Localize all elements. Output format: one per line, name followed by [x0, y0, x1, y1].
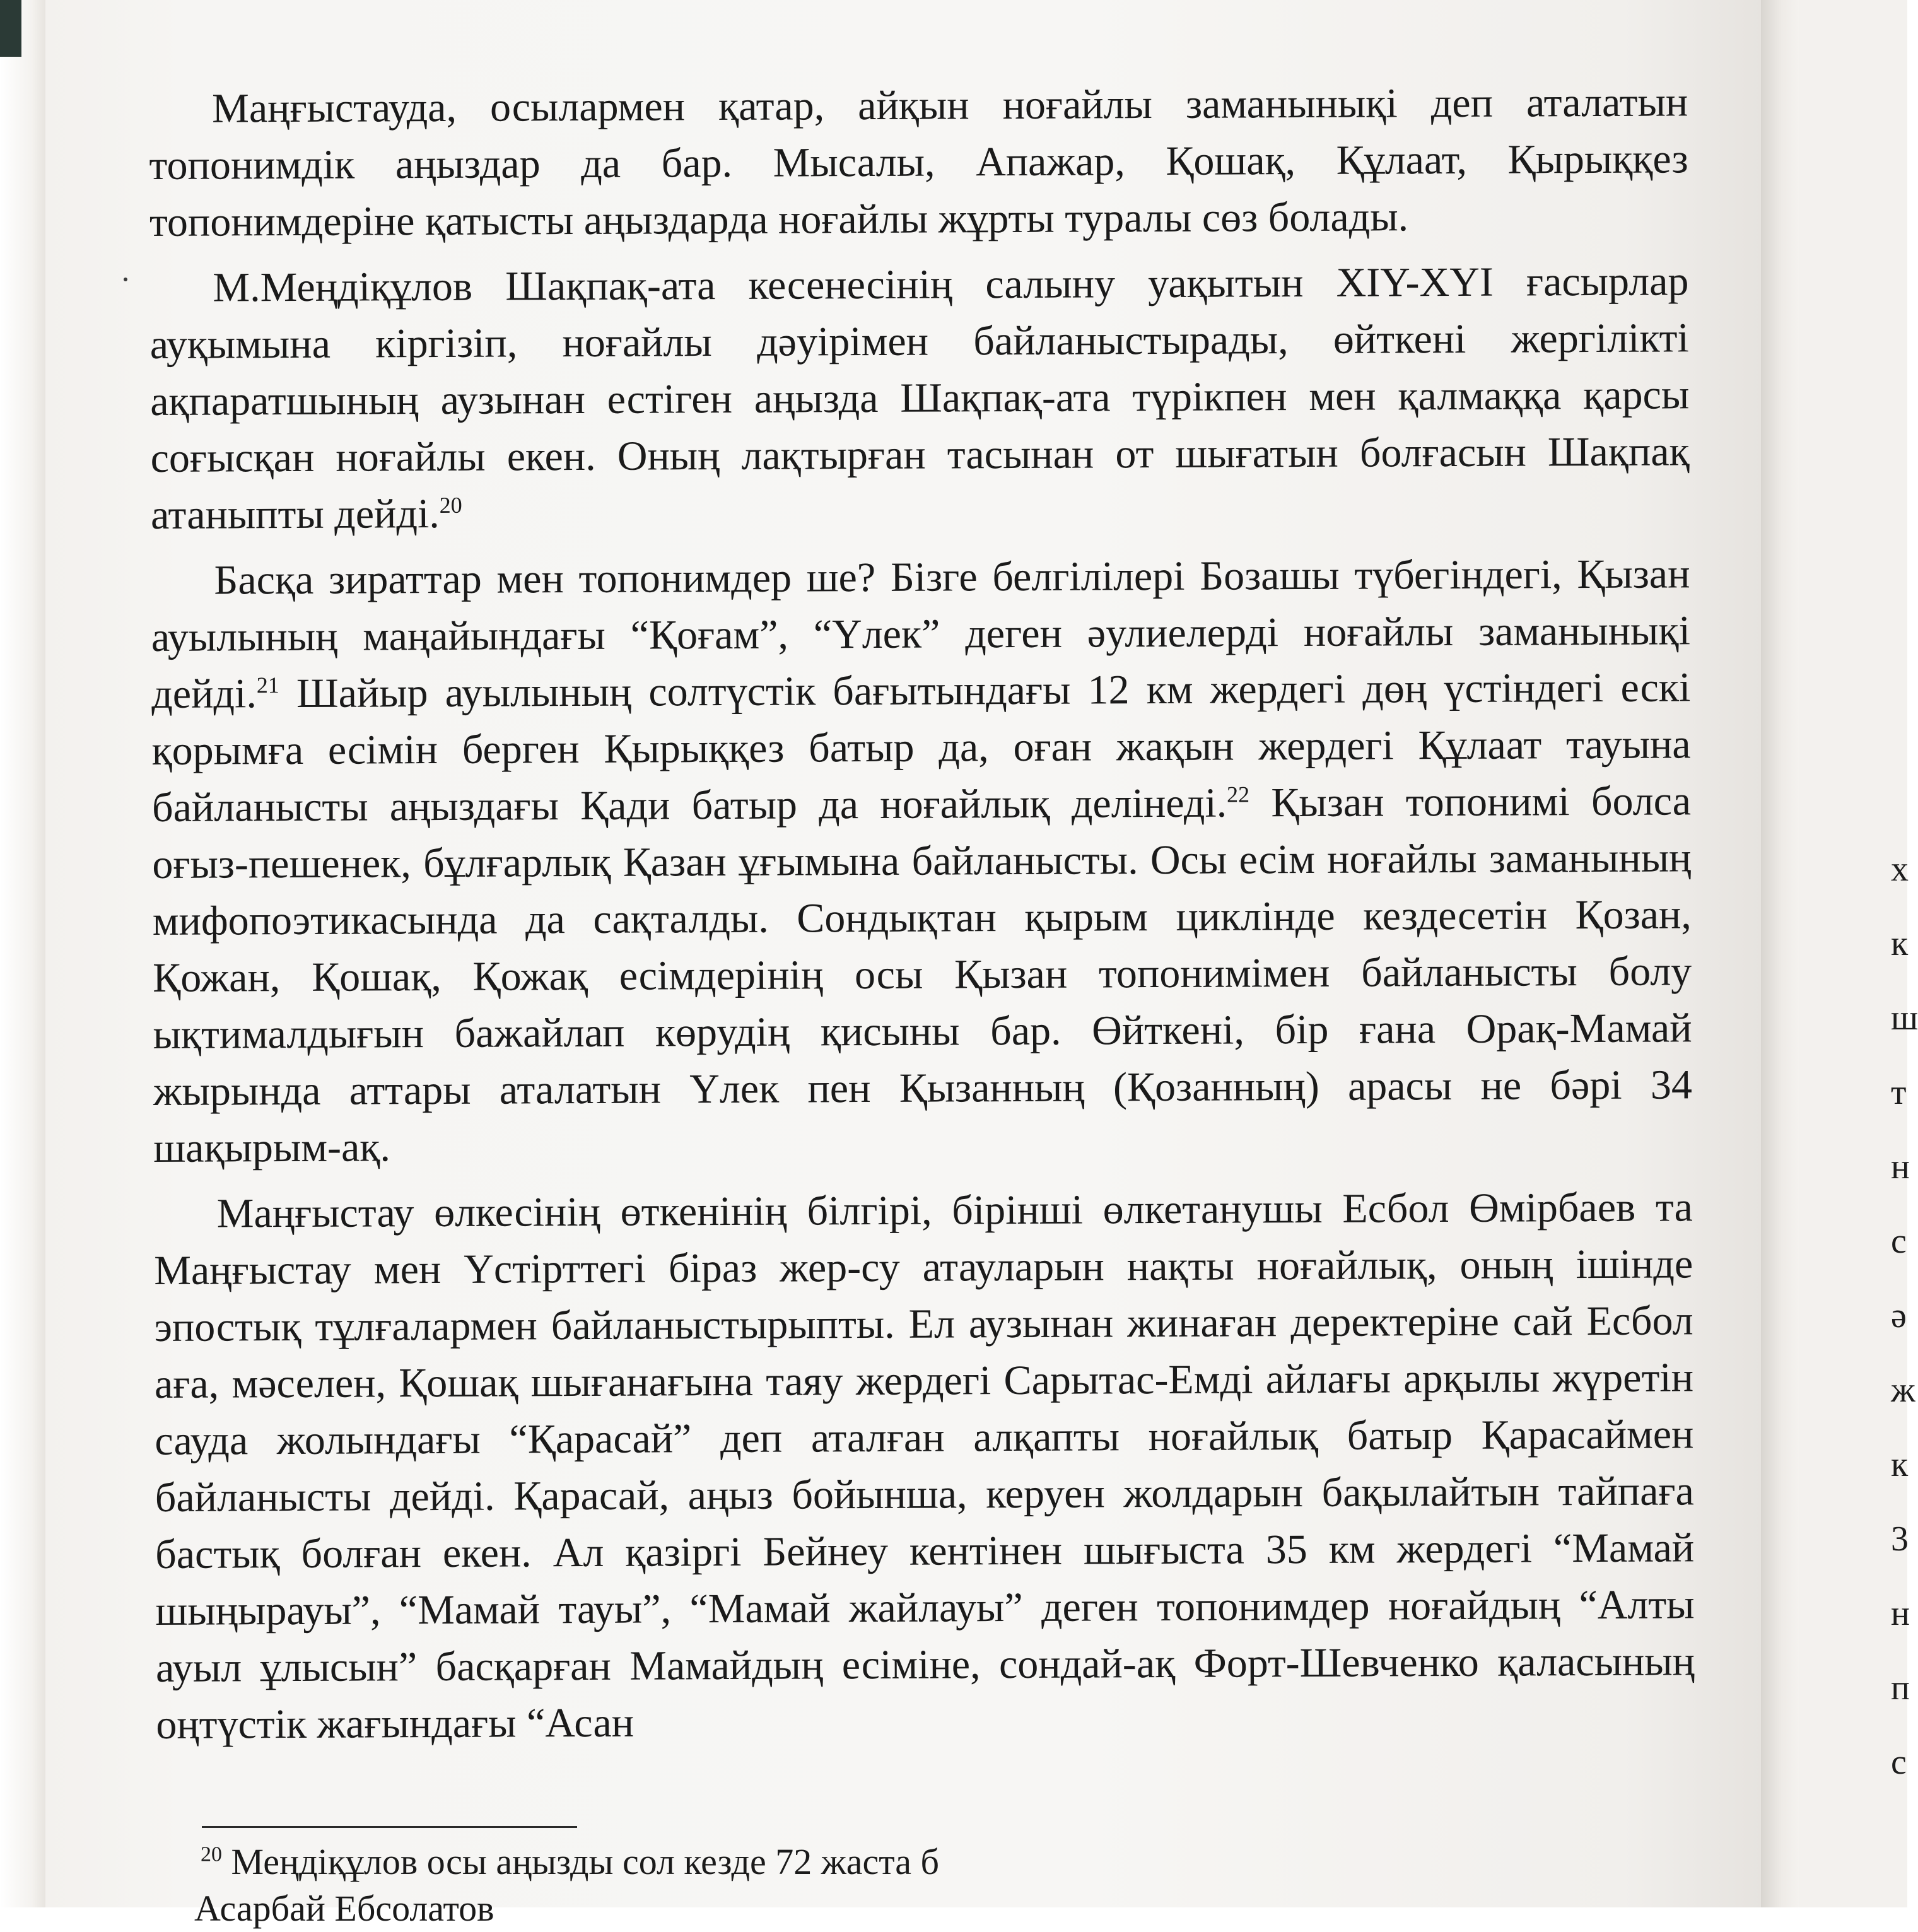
next-page-glyph: ж [1891, 1371, 1915, 1410]
footnote-text: Асарбай Ебсолатов [194, 1888, 494, 1929]
next-page-glyph: к [1891, 924, 1909, 963]
paragraph-2 [149, 253, 1690, 544]
footnote-divider [202, 1826, 577, 1828]
ink-speck [124, 278, 127, 281]
footnote-number: 20 [201, 1842, 222, 1866]
footnote-text: Меңдіқұлов осы аңызды сол кезде 72 жаста б [231, 1841, 940, 1882]
footnote-continuation [194, 1885, 1702, 1932]
footnote-marker: 22 [1227, 782, 1250, 807]
next-page-glyph: т [1891, 1073, 1907, 1112]
next-page-glyph: н [1891, 1594, 1910, 1633]
paragraph-text: Маңғыстау өлкесінің өткенінің білгірі, бірінші өлкетанушы Есбол Өмірбаев та Маңғыстау мен Үстірттегі біраз жер-су атауларын нақты ноғайлық, оның ішінде эпостық тұлғалармен байланыстырыпты. Ел аузынан жинаған деректеріне сай Есбол аға, мәселен, Қошақ шығанағына таяу жердегі Сарытас-Емді айлағы арқылы жүретін сауда жолындағы “Қарасай” деп аталған алқапты ноғайлық батыр Қарасаймен байланысты дейді. Қарасай, аңыз бойынша, керуен жолдарын бақылайтын тайпаға бастық болған екен. Ал қазіргі Бейнеу кентінен шығыста 35 км жердегі “Мамай шыңырауы”, “Мамай тауы”, “Мамай жайлауы” деген топонимдер ноғайдың “Алты ауыл ұлысын” басқарған Мамайдың есіміне, сондай-ақ Форт-Шевченко қаласының оңтүстік жағындағы “Асан [154, 1184, 1695, 1748]
next-page-glyph: х [1891, 850, 1909, 889]
next-page-glyph: ә [1891, 1296, 1907, 1335]
next-page-glyph: 3 [1891, 1519, 1909, 1559]
footnote-marker: 21 [256, 672, 279, 698]
footnote-marker: 20 [439, 492, 462, 518]
footnote-20 [201, 1839, 1702, 1885]
next-page-glyph: с [1891, 1222, 1907, 1261]
body-text [149, 74, 1695, 1762]
next-page-edge [1799, 0, 1918, 1907]
paragraph-3 [151, 546, 1692, 1177]
paragraph-4 [154, 1179, 1695, 1753]
paragraph-text: Маңғыстауда, осылармен қатар, айқын ноғайлы заманынықі деп аталатын топонимдік аңыздар да бар. Мысалы, Апажар, Қошақ, Құлаат, Қырыққез топонимдеріне қатысты аңыздарда ноғайлы жұрты туралы сөз болады. [149, 79, 1688, 245]
paragraph-text: М.Меңдіқұлов Шақпақ-ата кесенесінің салыну уақытын XIY-XYI ғасырлар ауқымына кіргізіп, ноғайлы дәуірімен байланыстырады, өйткені жергілікті ақпаратшының аузынан естіген аңызда Шақпақ-ата түрікпен мен қалмаққа қарсы соғысқан ноғайлы екен. Оның лақтырған тасынан от шығатын болғасын Шақпақ атаныпты дейді. [149, 258, 1690, 538]
table-surface [0, 0, 21, 57]
paragraph-text: Басқа зираттар мен топонимдер ше? Бізге белгілілері Бозашы түбегіндегі, Қызан ауылының маңайындағы “Қоғам”, “Үлек” деген әулиелерді ноғайлы заманынықі дейді. [151, 551, 1690, 717]
next-page-glyph: н [1891, 1147, 1910, 1186]
paragraph-1 [149, 74, 1688, 251]
next-page-glyph: п [1891, 1668, 1910, 1707]
footnotes [194, 1839, 1702, 1932]
page-gutter [1761, 0, 1799, 1907]
paragraph-text: Шайыр ауылының солтүстік бағытындағы 12 км жердегі дөң үстіндегі ескі қорымға есімін берген Қырыққез батыр да, оған жақын жердегі Құлаат тауына байланысты аңыздағы Қади батыр да ноғайлық делінеді. [151, 664, 1691, 831]
next-page-glyph: с [1891, 1743, 1907, 1782]
book-edge [0, 0, 45, 1907]
next-page-glyph: ш [1891, 998, 1918, 1038]
paragraph-text: Қызан топонимі болса оғыз-пешенек, бұлғарлық Қазан ұғымына байланысты. Осы есім ноғайлы заманының мифопоэтикасында да сақталды. Сондықтан қырым циклінде кездесетін Қозан, Қожан, Қошақ, Қожақ есімдерінің осы Қызан топонимімен байланысты болу ықтималдығын бажайлап көрудің қисыны бар. Өйткені, бір ғана Орақ-Мамай жырында аттары аталатын Үлек пен Қызанның (Қозанның) арасы не бәрі 34 шақырым-ақ. [152, 778, 1693, 1171]
next-page-glyph: к [1891, 1445, 1909, 1484]
